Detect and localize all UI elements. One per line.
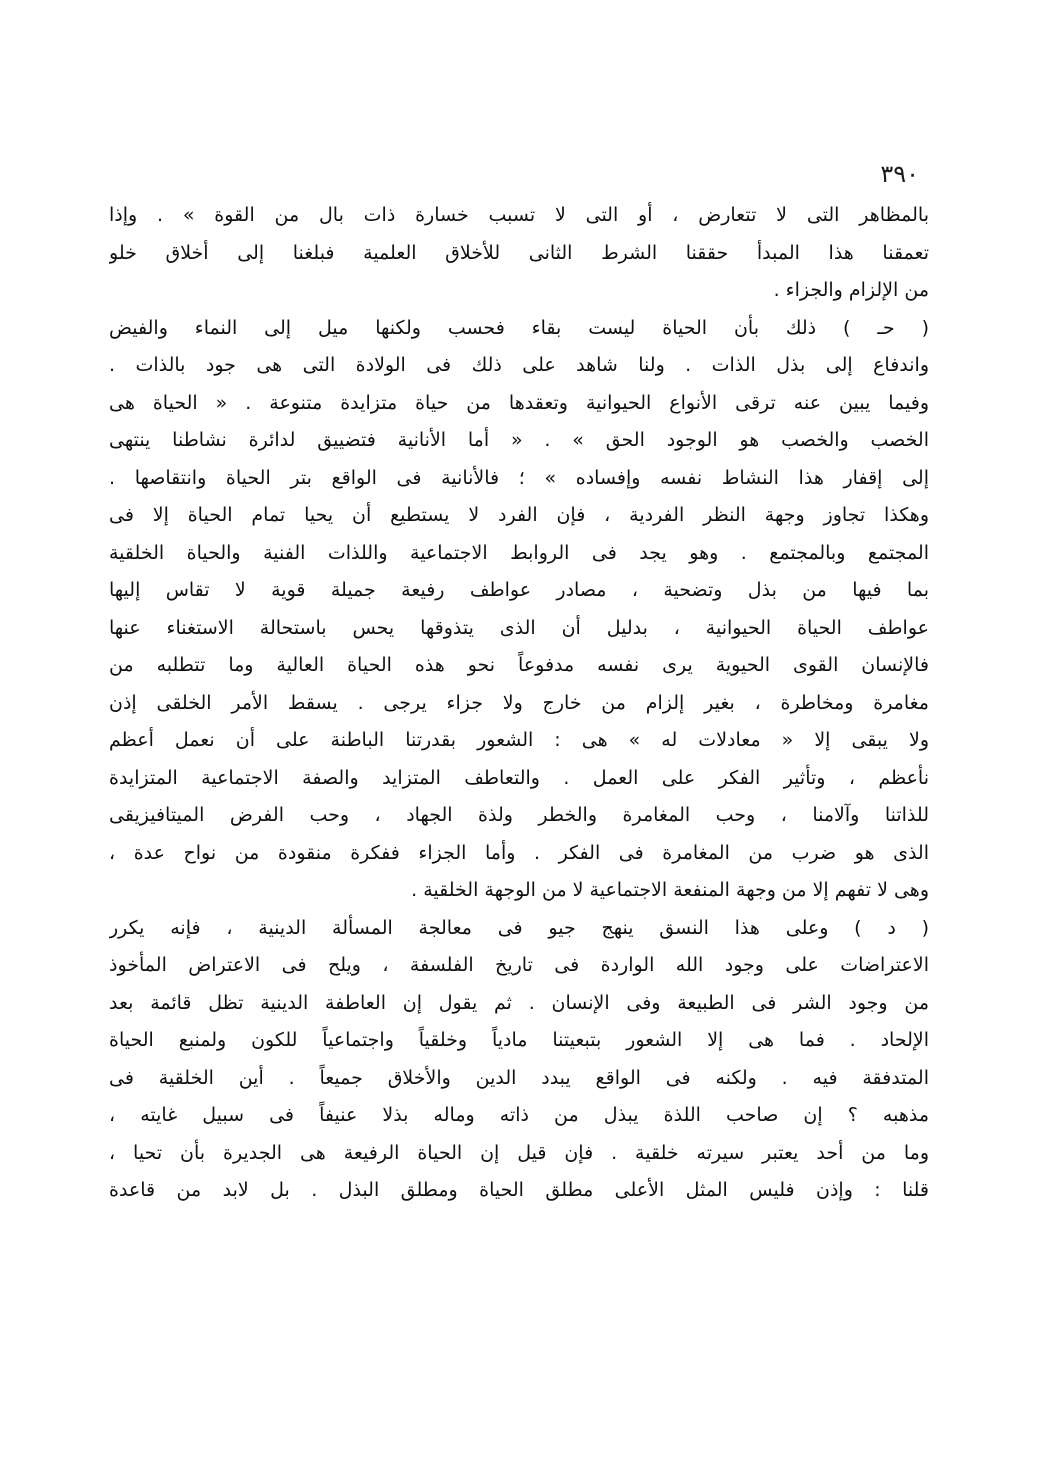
text-line: الإلحاد . فما هى إلا الشعور بتبعيتنا مادياً وخلقياً واجتماعياً للكون ولمنبع الحياة [109, 1029, 929, 1051]
text-line: ولا يبقى إلا « معادلات له » هى : الشعور بقدرتنا الباطنة على أن نعمل أعظم [109, 729, 929, 751]
text-line: المجتمع وبالمجتمع . وهو يجد فى الروابط الاجتماعية واللذات الفنية والحياة الخلقية [109, 541, 929, 564]
text-line: بالمظاهر التى لا تتعارض ، أو التى لا تسبب خسارة ذات بال من القوة » . وإذا [109, 204, 929, 226]
text-line: المتدفقة فيه . ولكنه فى الواقع يبدد الدين والأخلاق جميعاً . أين الخلقية فى [109, 1066, 929, 1089]
text-line: ( حـ ) ذلك بأن الحياة ليست بقاء فحسب ولكنها ميل إلى النماء والفيض [109, 316, 929, 339]
text-line: الاعتراضات على وجود الله الواردة فى تاريخ الفلسفة ، ويلح فى الاعتراض المأخوذ [109, 954, 929, 976]
text-line: وهى لا تفهم إلا من وجهة المنفعة الاجتماعية لا من الوجهة الخلقية . [411, 879, 929, 901]
text-line: عواطف الحياة الحيوانية ، بدليل أن الذى يتذوقها يحس باستحالة الاستغناء عنها [109, 616, 929, 639]
text-line: واندفاع إلى بذل الذات . ولنا شاهد على ذلك فى الولادة التى هى جود بالذات . [109, 354, 929, 376]
text-line: من الإلزام والجزاء . [773, 279, 929, 301]
text-line: ( د ) وعلى هذا النسق ينهج جيو فى معالجة المسألة الدينية ، فإنه يكرر [109, 916, 929, 939]
text-line: نأعظم ، وتأثير الفكر على العمل . والتعاطف المتزايد والصفة الاجتماعية المتزايدة [109, 766, 929, 789]
body-text [109, 197, 929, 1210]
text-line: الذى هو ضرب من المغامرة فى الفكر . وأما الجزاء ففكرة منقودة من نواح عدة ، [109, 841, 929, 864]
text-line: مغامرة ومخاطرة ، بغير إلزام من خارج ولا جزاء يرجى . يسقط الأمر الخلقى إذن [109, 691, 929, 714]
text-line: إلى إقفار هذا النشاط نفسه وإفساده » ؛ فالأنانية فى الواقع بتر الحياة وانتقاصها . [109, 466, 929, 489]
text-line: قلنا : وإذن فليس المثل الأعلى مطلق الحياة ومطلق البذل . بل لابد من قاعدة [109, 1179, 929, 1201]
text-line: من وجود الشر فى الطبيعة وفى الإنسان . ثم يقول إن العاطفة الدينية تظل قائمة بعد [109, 991, 929, 1014]
text-line: وما من أحد يعتبر سيرته خلقية . فإن قيل إن الحياة الرفيعة هى الجديرة بأن تحيا ، [109, 1141, 929, 1164]
text-line: الخصب والخصب هو الوجود الحق » . « أما الأنانية فتضييق لدائرة نشاطنا ينتهى [109, 429, 929, 451]
text-line: للذاتنا وآلامنا ، وحب المغامرة والخطر ولذة الجهاد ، وحب الفرض الميتافيزيقى [109, 804, 929, 826]
page-number: ٣٩٠ [880, 160, 919, 188]
text-line: تعمقنا هذا المبدأ حققنا الشرط الثانى للأخلاق العلمية فبلغنا إلى أخلاق خلو [109, 241, 929, 264]
text-line: مذهبه ؟ إن صاحب اللذة يبذل من ذاته وماله بذلا عنيفاً فى سبيل غايته ، [109, 1104, 929, 1126]
text-line: بما فيها من بذل وتضحية ، مصادر عواطف رفيعة جميلة قوية لا تقاس إليها [109, 579, 929, 601]
text-line: وفيما يبين عنه ترقى الأنواع الحيوانية وتعقدها من حياة متزايدة متنوعة . « الحياة هى [109, 391, 929, 414]
text-line: وهكذا تجاوز وجهة النظر الفردية ، فإن الفرد لا يستطيع أن يحيا تمام الحياة إلا فى [109, 504, 929, 526]
text-line: فالإنسان القوى الحيوية يرى نفسه مدفوعاً نحو هذه الحياة العالية وما تتطلبه من [109, 654, 929, 676]
